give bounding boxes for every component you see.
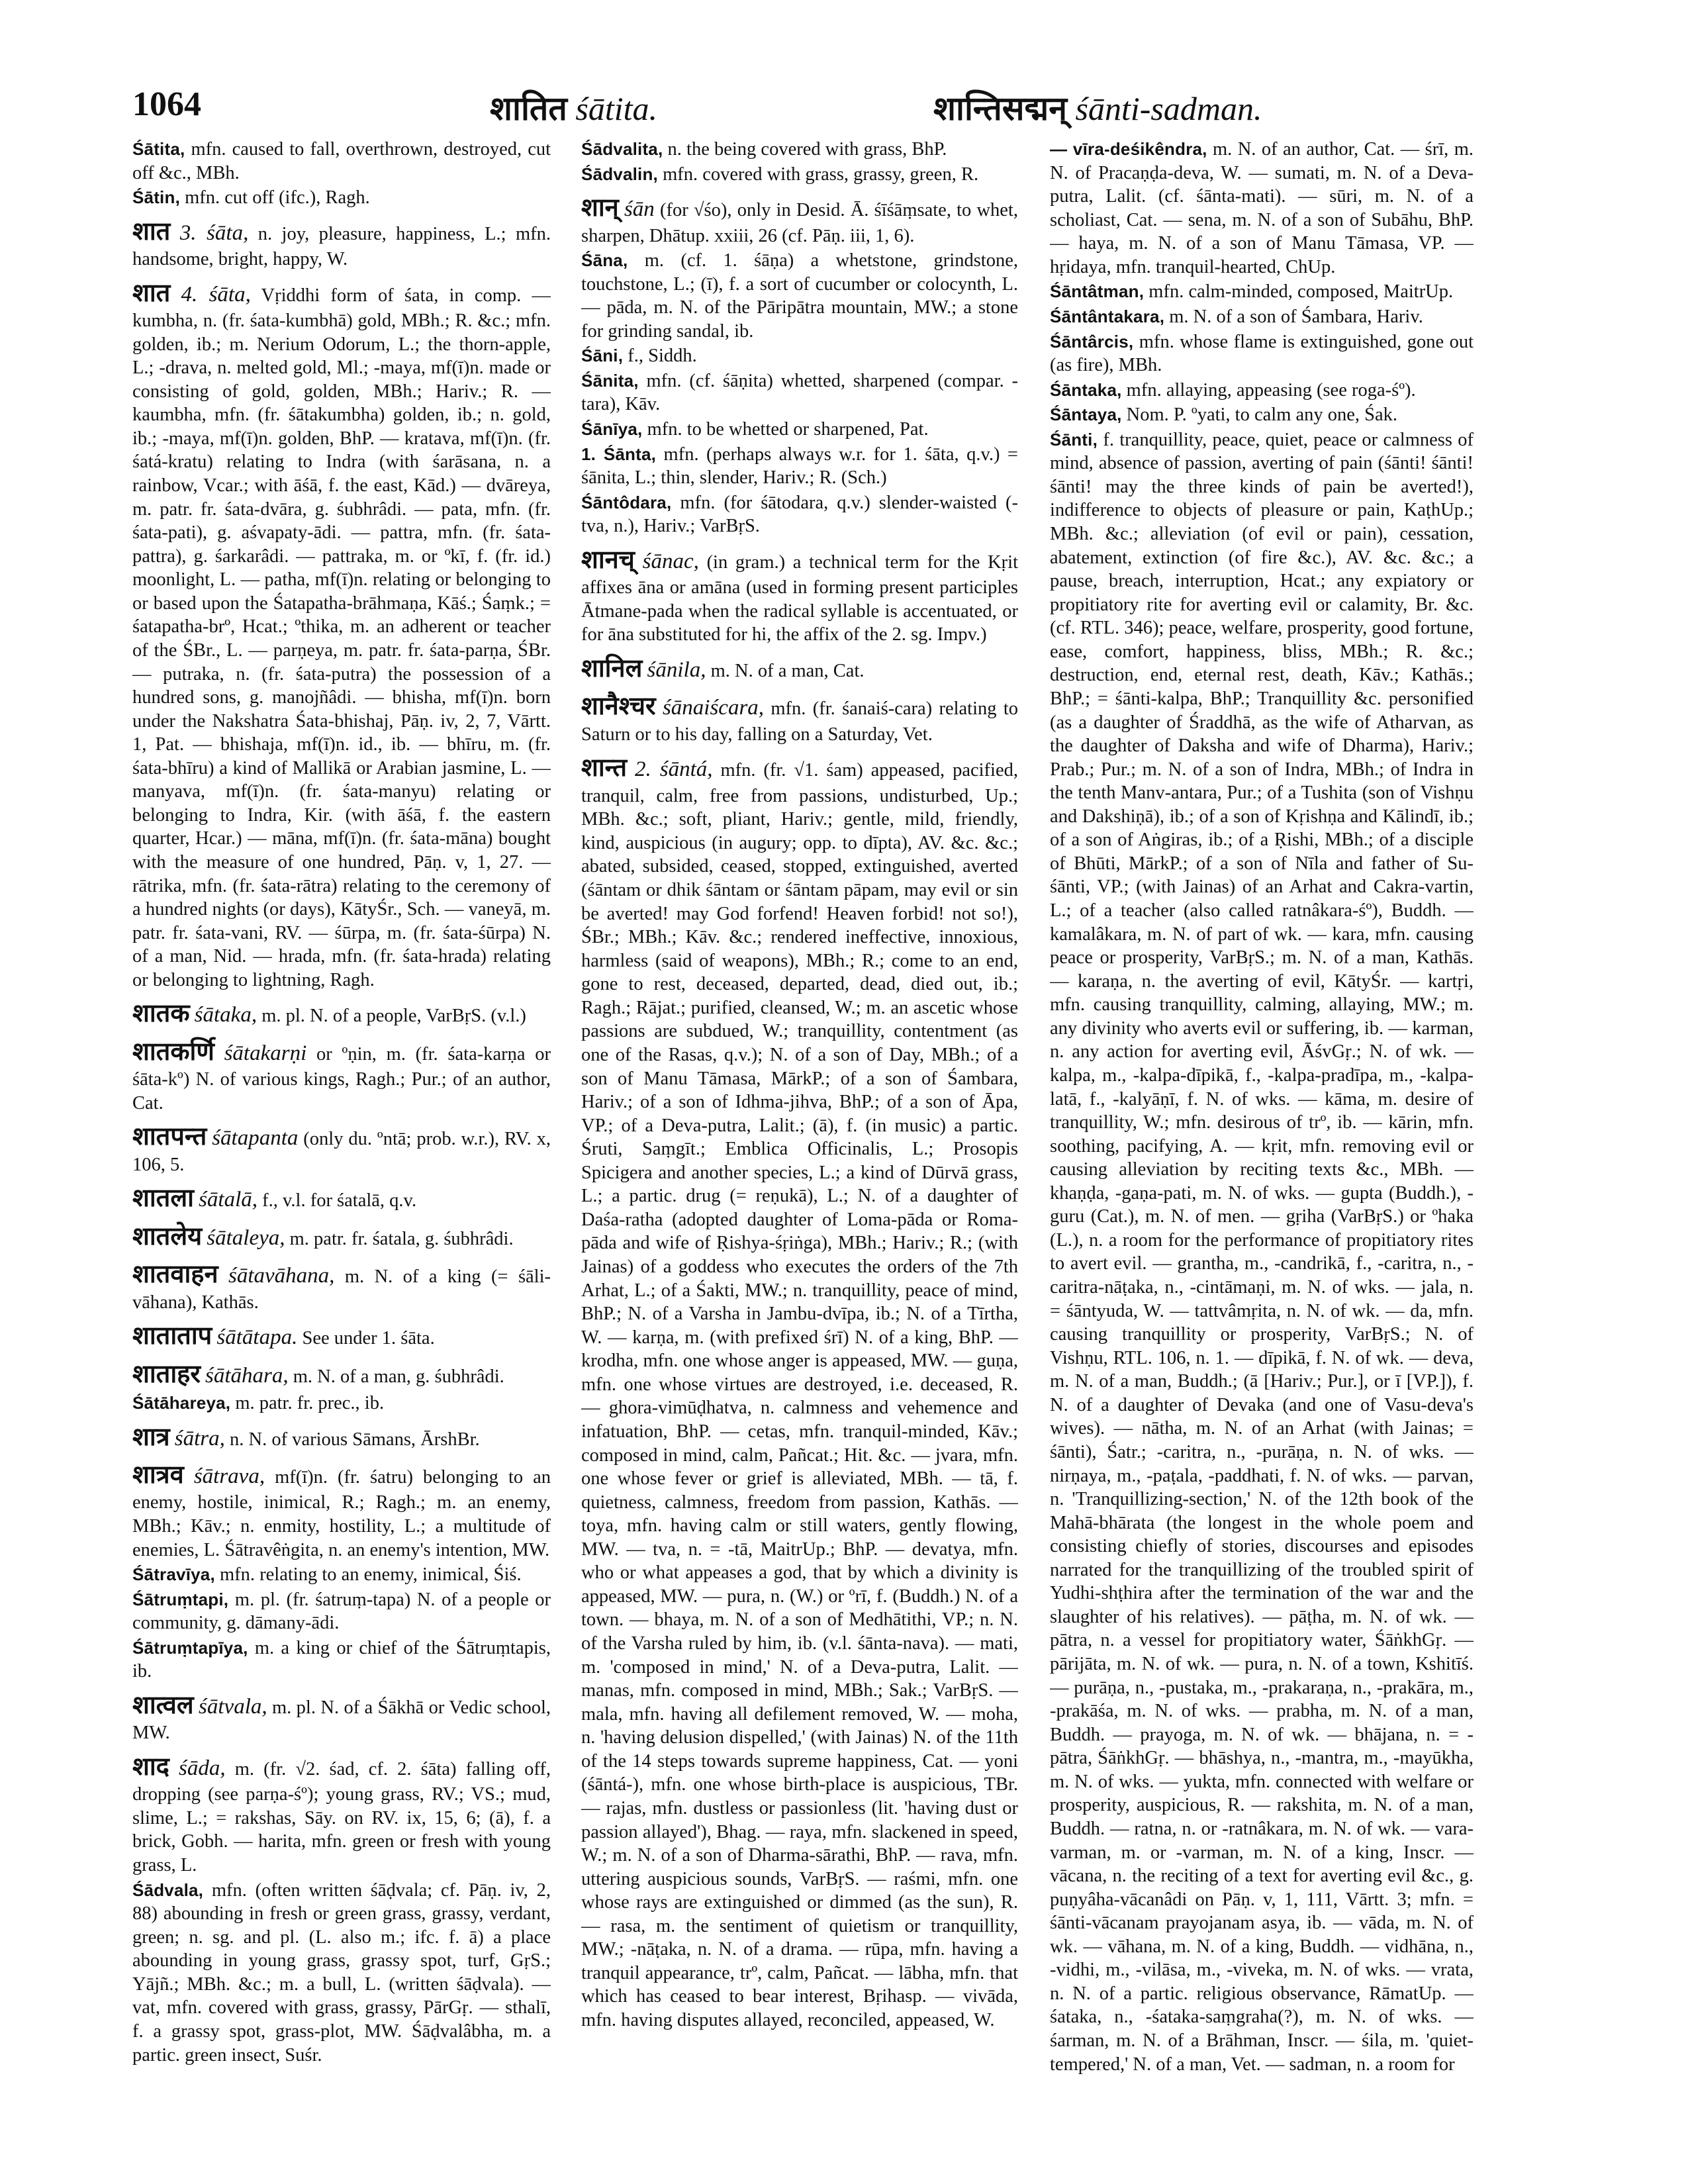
left-running-head-iast: śātita.	[575, 90, 658, 127]
dictionary-entry	[581, 163, 1018, 187]
entry-headword: Śātita,	[132, 139, 185, 159]
entry-devanagari: शातक	[132, 1000, 190, 1028]
dictionary-entry	[132, 1588, 551, 1635]
entry-headword: Śāntâtman,	[1050, 281, 1145, 302]
dictionary-entry	[132, 998, 551, 1029]
entry-definition: Nom. P. ºyati, to calm any one, Śak.	[1126, 404, 1398, 426]
entry-definition: mfn. (fr. √1. śam) appeased, pacified, tranquil, calm, free from passions, undisturbed, Up.; MBh. &c.; soft, pliant, Hariv.; gentle, mild, friendly, kind, auspicious (in augury; opp. to dīpta), AV. &c. &c.; abated, subsided, ceased, stopped, extinguished, averted (śāntam or dhik śāntam or śāntam pāpam, may evil or sin be averted! may God forfend! Heaven forbid! not so!), ŚBr.; MBh.; Kāv. &c.; rendered ineffective, innoxious, harmless (said of weapons), MBh.; R.; come to an end, gone to rest, deceased, departed, dead, died out, ib.; Ragh.; Rājat.; purified, cleansed, W.; m. an ascetic whose passions are subdued, W.; tranquillity, contentment (as one of the Rasas, q.v.); N. of a son of Day, MBh.; of a son of Manu Tāmasa, MārkP.; of a son of Śambara, Hariv.; of a son of Idhma-jihva, BhP.; of a son of Āpa, VP.; of a Deva-putra, Lalit.; (ā), f. (in music) a partic. Śruti, Saṃgīt.; Emblica Officinalis, L.; Prosopis Spicigera and another species, L.; a kind of Dūrvā grass, L.; a partic. drug (= reṇukā), L.; N. of a daughter of Daśa-ratha (adopted daughter of Loma-pāda or Roma-pāda and wife of Ṛishya-śṛiṅga), MBh.; Hariv.; R.; (with Jainas) of a goddess who executes the orders of the 7th Arhat, L.; of a Śakti, MW.; n. tranquillity, peace of mind, BhP.; N. of a Varsha in Jambu-dvīpa, ib.; N. of a Tīrtha, W. — karṇa, m. (with prefixed śrī) N. of a king, BhP. — krodha, mfn. one whose anger is appeased, MW. — guṇa, mfn. one whose virtues are destroyed, i.e. deceased, R. — ghora-vimūḍhatva, n. calmness and vehemence and infatuation, BhP. — cetas, mfn. tranquil-minded, Kāv.; composed in mind, calm, Pañcat.; Hit. &c. — jvara, mfn. one whose fever or grief is alleviated, MBh. — tā, f. quietness, calmness, freedom from passion, Kathās. — toya, mfn. having calm or still waters, gently flowing, MW. — tva, n. = -tā, MaitrUp.; BhP. — devatya, mfn. who or what appeases a god, that by which a divinity is appeased, MW. — pura, n. (W.) or ºrī, f. (Buddh.) N. of a town. — bhaya, m. N. of a son of Medhātithi, VP.; n. N. of the Varsha ruled by him, ib. (v.l. śānta-nava). — mati, m. 'composed in mind,' N. of a Deva-putra, Lalit. — manas, mfn. composed in mind, MBh.; Sak.; VarBṛS. — mala, mfn. having all defilement removed, W. — moha, n. 'having delusion dispelled,' (with Jainas) N. of the 11th of the 14 steps towards supreme happiness, Cat. — yoni (śāntá-), mfn. one whose birth-place is auspicious, TBr. — rajas, mfn. dustless or passionless (lit. 'having dust or passion allayed'), Bhag. — raya, mfn. slackened in speed, W.; m. N. of a son of Dharma-sārathi, BhP. — rava, mfn. uttering auspicious sounds, VarBṛS. — raśmi, mfn. one whose rays are extinguished or dimmed (as the sun), R. — rasa, m. the sentiment of quietism or tranquillity, MW.; -nāṭaka, n. N. of a drama. — rūpa, mfn. having a tranquil appearance, trº, calm, Pañcat. — lābha, mfn. that which has ceased to bear interest, Bṛihasp. — vivāda, mfn. having disputes allayed, reconciled, appeased, W.	[581, 760, 1018, 2031]
dictionary-entry	[1050, 379, 1474, 403]
entry-headword: śātavāhana,	[228, 1264, 335, 1288]
dictionary-entry	[132, 1259, 551, 1314]
entry-definition: m. N. of a son of Śambara, Hariv.	[1169, 306, 1423, 327]
dictionary-entry	[132, 278, 551, 992]
entry-devanagari: शातला	[132, 1184, 194, 1213]
column-3	[1050, 138, 1474, 2150]
right-running-head-iast: śānti-sadman.	[1075, 90, 1262, 127]
dictionary-entry	[581, 418, 1018, 442]
dictionary-entry	[1050, 280, 1474, 304]
entry-definition: f., v.l. for śatalā, q.v.	[262, 1190, 417, 1211]
entry-devanagari: शाताहर	[132, 1360, 201, 1388]
entry-headword: Śādvalita,	[581, 139, 663, 159]
dictionary-entry	[1050, 305, 1474, 329]
entry-definition: m. pl. N. of a people, VarBṛS. (v.l.)	[261, 1006, 526, 1027]
entry-devanagari: शातकर्णि	[132, 1037, 214, 1066]
dictionary-entry	[132, 1752, 551, 1877]
entry-definition: (only du. ºntā; prob. w.r.), RV. x, 106, 5.	[132, 1129, 551, 1175]
entry-headword: Śānti,	[1050, 429, 1098, 450]
dictionary-entry	[132, 1879, 551, 2067]
entry-headword: Śāntôdara,	[581, 492, 672, 512]
entry-definition: n. the being covered with grass, BhP.	[667, 139, 947, 160]
dictionary-entry	[1050, 403, 1474, 427]
entry-headword: Śātruṃtapīya,	[132, 1637, 248, 1658]
entry-devanagari: शातवाहन	[132, 1260, 218, 1289]
entry-definition: m. N. of an author, Cat. — śrī, m. N. of Pracaṇḍa-deva, W. — sumati, m. N. of a Deva-putra, Lalit. (cf. śānta-mati). — sūri, m. N. of a scholiast, Cat. — sena, m. N. of a son of Subāhu, BhP. — haya, m. N. of a son of Manu Tāmasa, VP. — hṛidaya, mfn. tranquil-hearted, ChUp.	[1050, 139, 1474, 277]
entry-definition: mfn. to be whetted or sharpened, Pat.	[647, 419, 929, 440]
entry-definition: mfn. (cf. śāṇita) whetted, sharpened (compar. -tara), Kāv.	[581, 370, 1018, 415]
dictionary-entry	[1050, 330, 1474, 377]
dictionary-entry	[581, 369, 1018, 416]
entry-definition: mfn. cut off (ifc.), Ragh.	[185, 187, 370, 209]
entry-headword: Śādvalin,	[581, 164, 658, 184]
entry-headword: śātrava,	[193, 1464, 265, 1489]
entry-headword: Śātin,	[132, 187, 180, 208]
page-header	[132, 85, 1559, 131]
entry-definition: mfn. covered with grass, grassy, green, R.	[663, 164, 979, 185]
dictionary-entry	[132, 186, 551, 210]
entry-headword: Śātravīya,	[132, 1564, 215, 1585]
entry-headword: 1. Śānta,	[581, 444, 657, 464]
entry-devanagari: शात्रव	[132, 1461, 184, 1490]
dictionary-entry	[581, 138, 1018, 162]
entry-definition: mf(ī)n. (fr. śatru) belonging to an enemy, hostile, inimical, R.; Ragh.; m. an enemy, MBh.; Kāv.; n. enmity, hostility, L.; a multitude of enemies, L. Śātravêṅgita, n. an enemy's intention, MW.	[132, 1467, 551, 1560]
entry-definition: m. (fr. √2. śad, cf. 2. śāta) falling off, dropping (see parṇa-śº); young grass, RV.; VS.; mud, slime, L.; = rakshas, Sāy. on RV. ix, 15, 6; (ā), f. a brick, Gobh. — harita, mfn. green or fresh with young grass, L.	[132, 1758, 551, 1876]
entry-headword: Śāntaya,	[1050, 404, 1122, 425]
entry-headword: śātalā,	[199, 1188, 258, 1212]
entry-headword: — vīra-deśikêndra,	[1050, 139, 1207, 159]
entry-devanagari: शाद	[132, 1752, 169, 1781]
entry-devanagari: शात	[132, 279, 171, 307]
entry-definition: or ºṇin, m. (fr. śata-karṇa or śāta-kº) N. of various kings, Ragh.; Pur.; of an author, Cat.	[132, 1043, 551, 1114]
dictionary-entry	[132, 1359, 551, 1390]
dictionary-entry	[581, 691, 1018, 746]
entry-definition: m. N. of a man, Cat.	[710, 660, 865, 681]
entry-headword: 2. śāntá,	[634, 757, 713, 782]
entry-definition: m. patr. fr. śatala, g. śubhrâdi.	[289, 1228, 514, 1249]
entry-definition: See under 1. śāta.	[302, 1328, 435, 1349]
dictionary-entry	[581, 443, 1018, 490]
entry-definition: mfn. relating to an enemy, inimical, Śiś.	[220, 1564, 522, 1586]
entry-headword: śānaiścara,	[662, 696, 765, 720]
entry-devanagari: शात	[132, 217, 171, 246]
column-1	[132, 138, 551, 2150]
entry-headword: Śātruṃtapi,	[132, 1589, 229, 1609]
dictionary-entry	[581, 491, 1018, 538]
entry-headword: Śānīya,	[581, 419, 643, 440]
entry-headword: Śāntârcis,	[1050, 331, 1134, 352]
entry-headword: Śāntântakara,	[1050, 306, 1165, 326]
entry-definition: m. N. of a man, g. śubhrâdi.	[293, 1366, 504, 1387]
entry-definition: m. patr. fr. prec., ib.	[235, 1393, 385, 1414]
dictionary-entry	[132, 1690, 551, 1745]
entry-definition: m. N. of a king (= śāli-vāhana), Kathās.	[132, 1266, 551, 1313]
dictionary-entry	[1050, 428, 1474, 2076]
entry-headword: Śātāhareya,	[132, 1393, 231, 1413]
entry-headword: śātra,	[174, 1426, 225, 1450]
right-running-head	[933, 85, 1262, 130]
entry-headword: śānac,	[642, 549, 699, 573]
entry-definition: mfn. caused to fall, overthrown, destroyed, cut off &c., MBh.	[132, 139, 551, 183]
dictionary-entry	[132, 1392, 551, 1415]
dictionary-entry	[132, 216, 551, 271]
dictionary-entry	[132, 1460, 551, 1562]
entry-devanagari: शात्वल	[132, 1691, 194, 1719]
entry-headword: Śādvala,	[132, 1879, 204, 1900]
entry-definition: Vṛiddhi form of śata, in comp. — kumbha, n. (fr. śata-kumbhā) gold, MBh.; R. &c.; mfn. golden, ib.; m. Nerium Odorum, L.; the thorn-apple, L.; -drava, n. melted gold, Ml.; -maya, mf(ī)n. made or consisting of gold, golden, MBh.; Hariv.; R. — kaumbha, mfn. (fr. śātakumbha) golden, ib.; n. gold, ib.; -maya, mf(ī)n. golden, BhP. — kratava, mf(ī)n. (fr. śatá-kratu) relating to Indra (with śarāsana, n. a rainbow, Vcar.; with āśā, f. the east, Kād.) — dvāreya, m. patr. fr. śata-dvāra, g. śubhrâdi. — pata, mfn. (fr. śata-pati), g. aśvapaty-ādi. — pattra, mfn. (fr. śata-pattra), g. śarkarâdi. — pattraka, m. or ºkī, f. (fr. id.) moonlight, L. — patha, mf(ī)n. relating or belonging to or based upon the Śatapatha-brāhmaṇa, Kāś.; Śaṃk.; = śatapatha-brº, Hcat.; ºthika, m. an adherent or teacher of the ŚBr., L. — parṇeya, m. patr. fr. śata-parṇa, ŚBr. — putraka, n. (fr. śata-putra) the possession of a hundred sons, g. manojñâdi. — bhisha, mf(ī)n. born under the Nakshatra Śata-bhishaj, Pāṇ. iv, 2, 7, Vārtt. 1, Pat. — bhishaja, mf(ī)n. id., ib. — bhīru, m. (fr. śata-bhīru) a kind of Mallikā or Arabian jasmine, L. — manyava, mf(ī)n. (fr. śata-manyu) relating or belonging to Indra, Kir. (with āśā, f. the eastern quarter, Hcar.) — māna, mf(ī)n. (fr. śata-māna) bought with the measure of one hundred, Pāṇ. v, 1, 27. — rātrika, mfn. (fr. śata-rātra) relating to the ceremony of a hundred nights (or days), KātyŚr., Sch. — vaneyā, m. patr. fr. śata-vani, RV. — śūrpa, m. (fr. śata-śūrpa) N. of a man, Nid. — hrada, mfn. (fr. śata-hrada) relating or belonging to lightning, Ragh.	[132, 285, 551, 990]
entry-definition: m. pl. (fr. śatruṃ-tapa) N. of a people or community, g. dāmany-ādi.	[132, 1589, 551, 1634]
entry-headword: 3. śāta,	[179, 220, 249, 245]
column-2	[581, 138, 1018, 2150]
entry-definition: mfn. allaying, appeasing (see roga-śº).	[1126, 379, 1416, 401]
entry-headword: śātakarṇi	[224, 1041, 307, 1065]
dictionary-entry	[132, 1637, 551, 1684]
entry-definition: m. a king or chief of the Śātruṃtapis, ib.	[132, 1637, 551, 1682]
dictionary-entry	[581, 193, 1018, 248]
entry-headword: Śānita,	[581, 370, 639, 391]
entry-headword: Śāntaka,	[1050, 379, 1122, 400]
entry-definition: mfn. whose flame is extinguished, gone out (as fire), MBh.	[1050, 331, 1474, 376]
dictionary-entry	[132, 1221, 551, 1253]
entry-definition: n. N. of various Sāmans, ĀrshBr.	[230, 1429, 480, 1450]
dictionary-entry	[132, 1121, 551, 1176]
entry-definition: mfn. (perhaps always w.r. for 1. śāta, q.v.) = śānita, L.; thin, slender, Hariv.; R. (Sch.)	[581, 444, 1018, 489]
entry-definition: (in gram.) a technical term for the Kṛit affixes āna or amāna (used in forming present participles Ātmane-pada when the radical syllable is accentuated, or for āna substituted for hi, the affix of the 2. sg. Impv.)	[581, 551, 1018, 645]
entry-definition: mfn. calm-minded, composed, MaitrUp.	[1148, 281, 1454, 303]
page-number: 1064	[132, 85, 201, 123]
entry-headword: śātaleya,	[207, 1225, 285, 1250]
left-running-head-devanagari: शातित	[490, 90, 567, 127]
entry-definition: mfn. (often written śāḍvala; cf. Pāṇ. iv, 2, 88) abounding in fresh or green grass, grassy, verdant, green; n. sg. and pl. (L. also m.; ifc. f. ā) a place abounding in young grass, grassy spot, turf, GṛS.; Yājñ.; MBh. &c.; m. a bull, L. (written śāḍvala). — vat, mfn. covered with grass, grassy, PārGṛ. — sthalī, f. a grassy spot, grass-plot, MW. Śāḍvalâbha, m. a partic. green insect, Suśr.	[132, 1879, 551, 2065]
entry-headword: śānila,	[647, 657, 706, 682]
dictionary-entry	[581, 753, 1018, 2032]
entry-definition: f. tranquillity, peace, quiet, peace or calmness of mind, absence of passion, averting of pain (śānti! śānti! śānti! may the three kinds of pain be averted!), indifference to objects of pleasure or pain, KaṭhUp.; MBh. &c.; alleviation (of evil or pain), cessation, abatement, extinction (of fire &c.), AV. &c. &c.; a pause, breach, interruption, Hcat.; any expiatory or propitiatory rite for averting evil or calamity, Br. &c. (cf. RTL. 346); peace, welfare, prosperity, good fortune, ease, comfort, happiness, bliss, MBh.; R. &c.; destruction, end, eternal rest, death, Kāv.; Kathās.; BhP.; = śānti-kalpa, BhP.; Tranquillity &c. personified (as a daughter of Śraddhā, as the wife of Atharvan, as the daughter of Daksha and wife of Dharma), Hariv.; Prab.; Pur.; m. N. of a son of Indra, MBh.; of Indra in the tenth Manv-antara, Pur.; of a Tushita (son of Vishṇu and Dakshiṇā), ib.; of a son of Kṛishṇa and Kālindī, ib.; of a son of Aṅgiras, ib.; of a Ṛishi, MBh.; of a disciple of Bhūti, MārkP.; of a son of Nīla and father of Su-śānti, VP.; (with Jainas) of an Arhat and Cakra-vartin, L.; of a teacher (also called ratnâkara-śº), Buddh. — kamalâkara, m. N. of part of wk. — kara, mfn. causing peace or prosperity, VarBṛS.; m. N. of a man, Kathās. — karaṇa, n. the averting of evil, KātyŚr. — kartṛi, mfn. causing tranquillity, calming, allaying, MW.; m. any divinity who averts evil or suffering, ib. — karman, n. any action for averting evil, ĀśvGṛ.; N. of wk. — kalpa, m., -kalpa-dīpikā, f., -kalpa-pradīpa, m., -kalpa-latā, f., -kalyāṇī, f. N. of wks. — kāma, m. desire of tranquillity, W.; mfn. desirous of trº, ib. — kārin, mfn. soothing, pacifying, A. — kṛit, mfn. removing evil or causing alleviation by reciting texts &c., MBh. — khaṇḍa, -gaṇa-pati, m. N. of wks. — gupta (Buddh.), -guru (Cat.), m. N. of men. — gṛiha (VarBṛS.) or ºhaka (L.), n. a room for the performance of propitiatory rites to avert evil. — grantha, m., -candrikā, f., -caritra, n., -caritra-nāṭaka, n., -cintāmaṇi, m. N. of wks. — jala, n. = śāntyuda, W. — tattvâmṛita, n. N. of wk. — da, mfn. causing tranquillity or prosperity, VarBṛS.; N. of Vishṇu, RTL. 106, n. 1. — dīpikā, f. N. of wk. — deva, m. N. of a man, Buddh.; (ā [Hariv.; Pur.], or ī [VP.]), f. N. of a daughter of Devaka (and one of Vasu-deva's wives). — nātha, m. N. of an Arhat (with Jainas; = śānti), Śatr.; -caritra, n., -purāṇa, n. N. of wks. — nirṇaya, m., -paṭala, -paddhati, f. N. of wks. — parvan, n. 'Tranquillizing-section,' N. of the 12th book of the Mahā-bhārata (the longest in the whole poem and consisting chiefly of stories, discourses and episodes narrated for the tranquillizing of the troubled spirit of Yudhi-shṭhira after the termination of the war and the slaughter of his relatives). — pāṭha, m. N. of wk. — pātra, n. a vessel for propitiatory water, ŚāṅkhGṛ. — pārijāta, m. N. of wk. — pura, n. N. of a town, Kshitīś. — purāṇa, n., -pustaka, m., -prakaraṇa, n., -prakāra, m., -prakāśa, m. N. of wks. — prabha, m. N. of a man, Buddh. — prayoga, m. N. of wk. — bhājana, n. = -pātra, ŚāṅkhGṛ. — bhāshya, n., -mantra, m., -mayūkha, m. N. of wks. — yukta, mfn. connected with welfare or prosperity, auspicious, R. — rakshita, m. N. of a man, Buddh. — ratna, n. or -ratnâkara, m. N. of wk. — vara-varman, m. or -varman, m. N. of a king, Inscr. — vācana, n. the reciting of a text for averting evil &c., g. puṇyâha-vācanâdi on Pāṇ. v, 1, 111, Vārtt. 3; mfn. = śānti-vācanam prayojanam asya, ib. — vāda, m. N. of wk. — vāhana, m. N. of a king, Buddh. — vidhāna, n., -vidhi, m., -vilāsa, m., -viveka, m. N. of wks. — vrata, n. N. of a partic. religious observance, RāmatUp. — śataka, n., -śataka-saṃgraha(?), m. N. of wks. — śarman, m. N. of a Brāhman, Inscr. — śila, m. 'quiet-tempered,' N. of a man, Vet. — sadman, n. a room for	[1050, 429, 1474, 2075]
entry-definition: mfn. (fr. śanaiś-cara) relating to Saturn or to his day, falling on a Saturday, Vet.	[581, 698, 1018, 745]
dictionary-entry	[581, 344, 1018, 368]
dictionary-entry	[1050, 138, 1474, 279]
entry-definition: (for √śo), only in Desid. Ā. śīśāṃsate, to whet, sharpen, Dhātup. xxiii, 26 (cf. Pāṇ. iii, 1, 6).	[581, 200, 1018, 246]
left-running-head	[490, 85, 657, 130]
right-running-head-devanagari: शान्तिसद्मन्	[933, 90, 1067, 127]
dictionary-entry	[132, 1321, 551, 1352]
entry-headword: śātapanta	[212, 1126, 299, 1151]
entry-headword: śātātapa.	[216, 1325, 298, 1350]
entry-devanagari: शाताताप	[132, 1322, 212, 1351]
entry-definition: n. joy, pleasure, happiness, L.; mfn. handsome, bright, happy, W.	[132, 223, 551, 270]
dictionary-entry	[132, 138, 551, 185]
entry-devanagari: शात्र	[132, 1423, 170, 1451]
entry-devanagari: शान्त	[581, 754, 628, 783]
dictionary-entry	[132, 1183, 551, 1214]
dictionary-entry	[581, 545, 1018, 647]
entry-headword: śān	[624, 197, 655, 222]
columns	[132, 138, 1559, 2150]
entry-headword: Śāna,	[581, 250, 628, 271]
entry-devanagari: शानिल	[581, 654, 643, 683]
entry-headword: śāda,	[179, 1756, 226, 1780]
entry-headword: 4. śāta,	[181, 282, 251, 307]
entry-devanagari: शान्	[581, 194, 619, 222]
entry-definition: m. (cf. 1. śāṇa) a whetstone, grindstone, touchstone, L.; (ī), f. a sort of cucumber or colocynth, L. — pāda, m. N. of the Pāripātra mountain, MW.; a stone for grinding sandal, ib.	[581, 250, 1018, 342]
entry-headword: śātāhara,	[205, 1363, 289, 1388]
entry-headword: śātvala,	[199, 1694, 267, 1719]
entry-headword: Śāni,	[581, 346, 624, 366]
dictionary-entry	[132, 1037, 551, 1116]
dictionary-entry	[581, 653, 1018, 685]
entry-devanagari: शातपन्त	[132, 1123, 207, 1151]
dictionary-entry	[581, 249, 1018, 343]
entry-devanagari: शानच्	[581, 546, 635, 574]
entry-definition: mfn. (for śātodara, q.v.) slender-waisted (-tva, n.), Hariv.; VarBṛS.	[581, 492, 1018, 537]
entry-devanagari: शातलेय	[132, 1222, 203, 1251]
entry-definition: f., Siddh.	[628, 346, 697, 367]
entry-headword: śātaka,	[194, 1003, 258, 1027]
dictionary-entry	[132, 1422, 551, 1453]
dictionary-entry	[132, 1563, 551, 1587]
entry-devanagari: शानैश्चर	[581, 692, 656, 721]
entry-definition: m. pl. N. of a Śākhā or Vedic school, MW.	[132, 1697, 551, 1744]
